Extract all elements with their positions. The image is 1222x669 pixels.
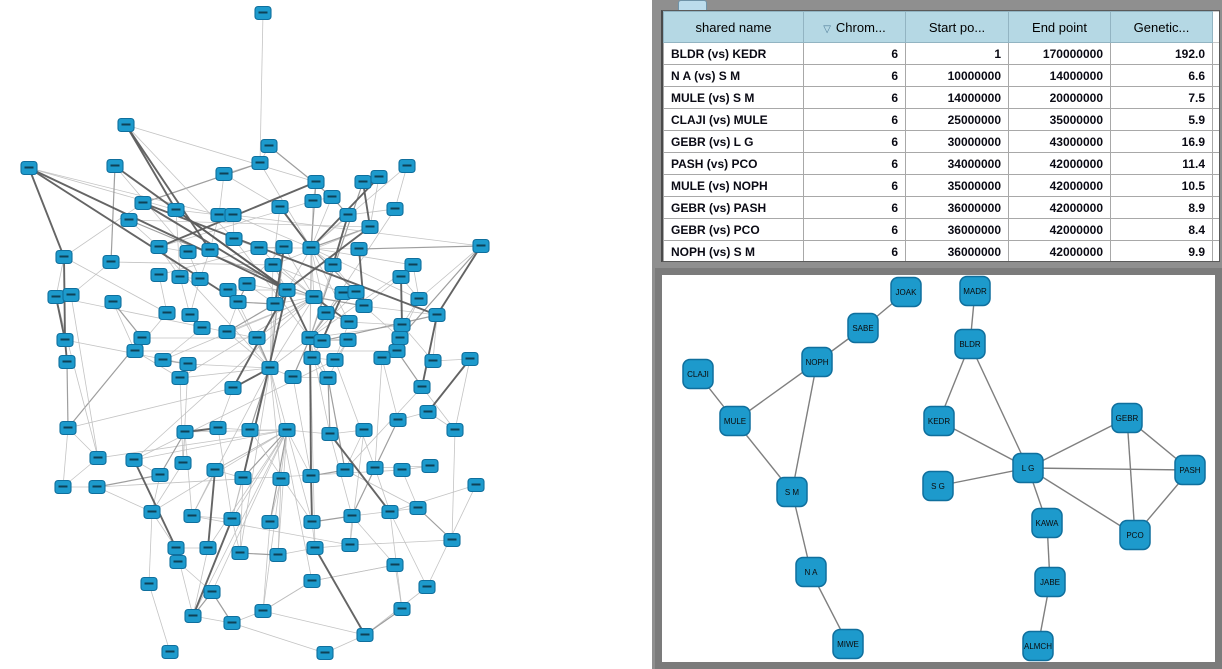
- node-label: CLAJI: [687, 370, 709, 379]
- node-label: [393, 350, 402, 352]
- node-label: [423, 586, 432, 588]
- network-edge[interactable]: [382, 358, 398, 420]
- table-cell: 170000000: [1009, 43, 1111, 65]
- node-label: [429, 360, 438, 362]
- table-row[interactable]: [664, 175, 1221, 197]
- table-cell: 6: [804, 109, 906, 131]
- table-cell: 8.9: [1111, 197, 1213, 219]
- node-label: [139, 202, 148, 204]
- node-label: [360, 429, 369, 431]
- node-label: [308, 521, 317, 523]
- node-label: [322, 312, 331, 314]
- node-label: [259, 12, 268, 14]
- node-label: [477, 245, 486, 247]
- right-column: [652, 0, 1222, 669]
- network-edge[interactable]: [63, 428, 68, 487]
- table-cell: 42000000: [1009, 241, 1111, 263]
- node-label: [215, 214, 224, 216]
- node-label: [64, 427, 73, 429]
- network-edge[interactable]: [401, 277, 402, 325]
- table-cell: 16.9: [1111, 131, 1213, 153]
- node-label: [274, 554, 283, 556]
- node-label: SABE: [852, 324, 874, 333]
- node-label: [61, 339, 70, 341]
- network-edge[interactable]: [273, 207, 280, 265]
- edge-attribute-table[interactable]: [663, 11, 1220, 262]
- node-label: [122, 124, 131, 126]
- node-label: MADR: [963, 287, 987, 296]
- node-label: [243, 283, 252, 285]
- node-label: [346, 544, 355, 546]
- network-edge[interactable]: [390, 512, 427, 587]
- network-edge[interactable]: [224, 174, 280, 207]
- network-edge[interactable]: [322, 315, 437, 341]
- node-label: [159, 359, 168, 361]
- node-label: [307, 247, 316, 249]
- network-edge[interactable]: [278, 430, 287, 555]
- node-label: [220, 173, 229, 175]
- column-header-spacer: [1213, 12, 1221, 43]
- table-cell: N A (vs) S M: [664, 65, 804, 87]
- node-label: [59, 486, 68, 488]
- node-label: [228, 518, 237, 520]
- node-label: [179, 462, 188, 464]
- node-label: [306, 337, 315, 339]
- node-label: [283, 429, 292, 431]
- table-cell-spacer: [1213, 43, 1221, 65]
- table-cell: 6: [804, 131, 906, 153]
- node-label: [189, 615, 198, 617]
- network-edge[interactable]: [68, 388, 233, 428]
- node-label: [310, 296, 319, 298]
- node-label: [145, 583, 154, 585]
- table-cell: 36000000: [906, 241, 1009, 263]
- node-label: [394, 419, 403, 421]
- node-label: [397, 276, 406, 278]
- node-label: [308, 580, 317, 582]
- node-label: [360, 305, 369, 307]
- node-label: [418, 386, 427, 388]
- node-label: [259, 610, 268, 612]
- node-label: [344, 214, 353, 216]
- network-edge[interactable]: [1028, 468, 1190, 470]
- node-label: [107, 261, 116, 263]
- node-label: [166, 651, 175, 653]
- node-label: S G: [931, 482, 945, 491]
- table-row[interactable]: [664, 87, 1221, 109]
- column-header-End point[interactable]: [1009, 12, 1111, 43]
- node-label: [276, 206, 285, 208]
- table-cell: 11.4: [1111, 153, 1213, 175]
- table-cell: 25000000: [906, 109, 1009, 131]
- node-label: [375, 176, 384, 178]
- node-label: [391, 564, 400, 566]
- node-label: JOAK: [895, 288, 917, 297]
- node-label: KAWA: [1035, 519, 1059, 528]
- node-label: [188, 515, 197, 517]
- network-edge[interactable]: [126, 125, 210, 250]
- table-cell: PASH (vs) PCO: [664, 153, 804, 175]
- table-cell: 36000000: [906, 197, 1009, 219]
- node-label: [60, 256, 69, 258]
- node-label: [266, 367, 275, 369]
- node-label: ALMCH: [1023, 642, 1053, 651]
- node-label: [448, 539, 457, 541]
- node-label: [206, 249, 215, 251]
- node-label: [138, 337, 147, 339]
- table-cell: 6.6: [1111, 65, 1213, 87]
- node-label: [345, 321, 354, 323]
- table-cell: 10000000: [906, 65, 1009, 87]
- node-label: [355, 248, 364, 250]
- node-label: [348, 515, 357, 517]
- column-header-label: End point: [1032, 19, 1087, 35]
- network-edge[interactable]: [263, 611, 365, 635]
- network-edge[interactable]: [64, 203, 143, 257]
- table-cell: 34000000: [906, 153, 1009, 175]
- node-label: [451, 429, 460, 431]
- network-edge[interactable]: [149, 512, 152, 584]
- table-cell-spacer: [1213, 65, 1221, 87]
- node-label: [256, 162, 265, 164]
- column-header-label: Genetic...: [1133, 19, 1190, 35]
- table-cell: 42000000: [1009, 197, 1111, 219]
- node-label: [181, 431, 190, 433]
- node-label: [328, 196, 337, 198]
- column-header-Genetic...[interactable]: [1111, 12, 1213, 43]
- node-label: [329, 264, 338, 266]
- table-cell: 30000000: [906, 131, 1009, 153]
- node-label: JABE: [1039, 578, 1061, 587]
- network-edge[interactable]: [1127, 418, 1135, 535]
- node-label: [386, 511, 395, 513]
- node-label: [172, 547, 181, 549]
- table-cell: 5.9: [1111, 109, 1213, 131]
- network-edge[interactable]: [134, 360, 335, 460]
- network-edge[interactable]: [390, 485, 476, 512]
- node-label: [415, 298, 424, 300]
- table-row[interactable]: [664, 241, 1221, 263]
- node-label: [109, 301, 118, 303]
- node-label: [433, 314, 442, 316]
- network-edge[interactable]: [350, 540, 452, 545]
- table-cell: 6: [804, 43, 906, 65]
- node-label: [211, 469, 220, 471]
- node-label: [63, 361, 72, 363]
- node-label: [321, 652, 330, 654]
- table-row[interactable]: [664, 219, 1221, 241]
- column-header-shared name[interactable]: [664, 12, 804, 43]
- node-label: [472, 484, 481, 486]
- node-label: [339, 292, 348, 294]
- table-cell: MULE (vs) NOPH: [664, 175, 804, 197]
- node-label: [156, 474, 165, 476]
- table-cell: 35000000: [1009, 109, 1111, 131]
- node-label: [378, 357, 387, 359]
- table-cell: 14000000: [1009, 65, 1111, 87]
- network-edge[interactable]: [180, 297, 314, 378]
- node-label: [228, 622, 237, 624]
- node-label: [283, 289, 292, 291]
- sub-network-canvas[interactable]: [662, 275, 1215, 662]
- network-edge[interactable]: [375, 358, 382, 468]
- node-label: [52, 296, 61, 298]
- node-label: [229, 387, 238, 389]
- table-row[interactable]: [664, 65, 1221, 87]
- node-label: [266, 521, 275, 523]
- network-edge[interactable]: [67, 362, 68, 428]
- table-cell: 6: [804, 175, 906, 197]
- column-header-Start po...[interactable]: [906, 12, 1009, 43]
- node-label: [265, 145, 274, 147]
- node-label: [331, 359, 340, 361]
- table-header-row: [664, 12, 1221, 43]
- table-cell-spacer: [1213, 109, 1221, 131]
- node-label: [224, 289, 233, 291]
- node-label: [176, 377, 185, 379]
- node-label: [341, 469, 350, 471]
- node-label: [163, 312, 172, 314]
- network-edge[interactable]: [113, 302, 135, 351]
- network-edge[interactable]: [29, 168, 219, 215]
- node-label: PASH: [1179, 466, 1201, 475]
- table-cell-spacer: [1213, 197, 1221, 219]
- table-cell: 14000000: [906, 87, 1009, 109]
- table-cell: 1: [906, 43, 1009, 65]
- table-cell: CLAJI (vs) MULE: [664, 109, 804, 131]
- node-label: [130, 459, 139, 461]
- node-label: [324, 377, 333, 379]
- node-label: [214, 427, 223, 429]
- node-label: S M: [784, 488, 800, 497]
- node-label: [307, 475, 316, 477]
- node-label: [398, 469, 407, 471]
- node-label: [204, 547, 213, 549]
- network-edge[interactable]: [437, 246, 481, 315]
- node-label: [280, 246, 289, 248]
- node-label: PCO: [1126, 531, 1144, 540]
- node-label: [223, 331, 232, 333]
- node-label: [424, 411, 433, 413]
- node-label: [131, 350, 140, 352]
- node-label: [239, 477, 248, 479]
- network-edge[interactable]: [149, 584, 170, 652]
- node-label: [111, 165, 120, 167]
- table-cell: GEBR (vs) PCO: [664, 219, 804, 241]
- node-label: BLDR: [959, 340, 981, 349]
- node-label: [371, 467, 380, 469]
- table-cell-spacer: [1213, 175, 1221, 197]
- table-row[interactable]: [664, 153, 1221, 175]
- node-label: [396, 337, 405, 339]
- node-label: [308, 357, 317, 359]
- network-edge[interactable]: [970, 344, 1028, 468]
- node-label: [184, 251, 193, 253]
- table-cell: 6: [804, 219, 906, 241]
- network-edge[interactable]: [193, 519, 232, 616]
- table-cell: 43000000: [1009, 131, 1111, 153]
- network-edge[interactable]: [452, 430, 455, 540]
- node-label: [269, 264, 278, 266]
- node-label: [184, 363, 193, 365]
- node-label: [176, 276, 185, 278]
- network-edge[interactable]: [312, 565, 395, 581]
- node-label: [398, 324, 407, 326]
- node-label: [67, 294, 76, 296]
- node-label: [208, 591, 217, 593]
- node-label: [229, 214, 238, 216]
- node-label: [255, 247, 264, 249]
- node-label: [309, 200, 318, 202]
- node-label: [186, 314, 195, 316]
- column-header-label: Start po...: [928, 19, 986, 35]
- table-cell: GEBR (vs) L G: [664, 131, 804, 153]
- node-label: [196, 278, 205, 280]
- table-cell: 35000000: [906, 175, 1009, 197]
- table-cell: 10.5: [1111, 175, 1213, 197]
- node-label: [148, 511, 157, 513]
- node-label: [271, 303, 280, 305]
- node-label: [312, 181, 321, 183]
- node-label: [326, 433, 335, 435]
- node-label: [398, 608, 407, 610]
- node-label: [361, 634, 370, 636]
- node-label: [174, 561, 183, 563]
- node-label: [409, 264, 418, 266]
- node-label: [125, 219, 134, 221]
- node-label: KEDR: [927, 417, 951, 426]
- table-cell-spacer: [1213, 219, 1221, 241]
- column-header-label: shared name: [695, 19, 772, 35]
- node-label: N A: [804, 568, 818, 577]
- node-label: [155, 246, 164, 248]
- node-label: [246, 429, 255, 431]
- node-label: [155, 274, 164, 276]
- table-cell: 6: [804, 87, 906, 109]
- node-label: MULE: [723, 417, 747, 426]
- table-cell-spacer: [1213, 241, 1221, 263]
- network-edge[interactable]: [335, 360, 375, 468]
- table-cell: 6: [804, 197, 906, 219]
- network-edge[interactable]: [328, 378, 345, 470]
- node-label: [198, 327, 207, 329]
- node-label: [277, 478, 286, 480]
- table-row[interactable]: [664, 43, 1221, 65]
- table-cell: 6: [804, 65, 906, 87]
- table-row[interactable]: [664, 131, 1221, 153]
- table-row[interactable]: [664, 109, 1221, 131]
- node-label: [172, 209, 181, 211]
- table-cell: NOPH (vs) S M: [664, 241, 804, 263]
- table-cell: 20000000: [1009, 87, 1111, 109]
- node-label: [311, 547, 320, 549]
- node-label: GEBR: [1115, 414, 1139, 423]
- node-label: [466, 358, 475, 360]
- node-label: [414, 507, 423, 509]
- table-cell: MULE (vs) S M: [664, 87, 804, 109]
- node-label: [391, 208, 400, 210]
- table-cell: 9.9: [1111, 241, 1213, 263]
- table-cell: 8.4: [1111, 219, 1213, 241]
- network-edge[interactable]: [315, 548, 365, 635]
- edge-attribute-table-panel: [661, 10, 1220, 262]
- node-label: [359, 181, 368, 183]
- node-label: [426, 465, 435, 467]
- table-cell: BLDR (vs) KEDR: [664, 43, 804, 65]
- network-edge[interactable]: [180, 378, 183, 463]
- table-cell: 7.5: [1111, 87, 1213, 109]
- node-label: [236, 552, 245, 554]
- node-label: MIWE: [837, 640, 859, 649]
- panel-tab-stub[interactable]: [678, 0, 707, 10]
- table-cell: 42000000: [1009, 175, 1111, 197]
- network-edge[interactable]: [176, 210, 180, 277]
- node-label: [344, 339, 353, 341]
- filter-icon[interactable]: ▽: [823, 23, 831, 35]
- node-label: [366, 226, 375, 228]
- node-label: [25, 167, 34, 169]
- table-cell: 6: [804, 241, 906, 263]
- table-cell-spacer: [1213, 153, 1221, 175]
- node-label: [93, 486, 102, 488]
- table-cell-spacer: [1213, 87, 1221, 109]
- network-edge[interactable]: [208, 430, 287, 548]
- sub-network-panel: [655, 268, 1222, 669]
- node-label: [403, 165, 412, 167]
- node-label: [289, 376, 298, 378]
- node-label: [234, 301, 243, 303]
- node-label: [94, 457, 103, 459]
- network-edge[interactable]: [232, 623, 325, 653]
- table-cell: 6: [804, 153, 906, 175]
- node-label: [352, 291, 361, 293]
- node-label: L G: [1021, 464, 1035, 473]
- table-cell: 36000000: [906, 219, 1009, 241]
- node-label: [253, 337, 262, 339]
- node-label: [318, 340, 327, 342]
- network-edge[interactable]: [419, 246, 481, 299]
- column-header-label: Chrom...: [835, 19, 886, 35]
- table-cell-spacer: [1213, 131, 1221, 153]
- table-cell: 192.0: [1111, 43, 1213, 65]
- network-edge[interactable]: [111, 166, 115, 262]
- node-label: [230, 238, 239, 240]
- table-cell: GEBR (vs) PASH: [664, 197, 804, 219]
- network-edge[interactable]: [359, 246, 481, 249]
- table-row[interactable]: [664, 197, 1221, 219]
- node-label: NOPH: [805, 358, 829, 367]
- column-header-Chrom...[interactable]: [804, 12, 906, 43]
- table-cell: 42000000: [1009, 219, 1111, 241]
- network-edge[interactable]: [792, 362, 817, 492]
- table-cell: 42000000: [1009, 153, 1111, 175]
